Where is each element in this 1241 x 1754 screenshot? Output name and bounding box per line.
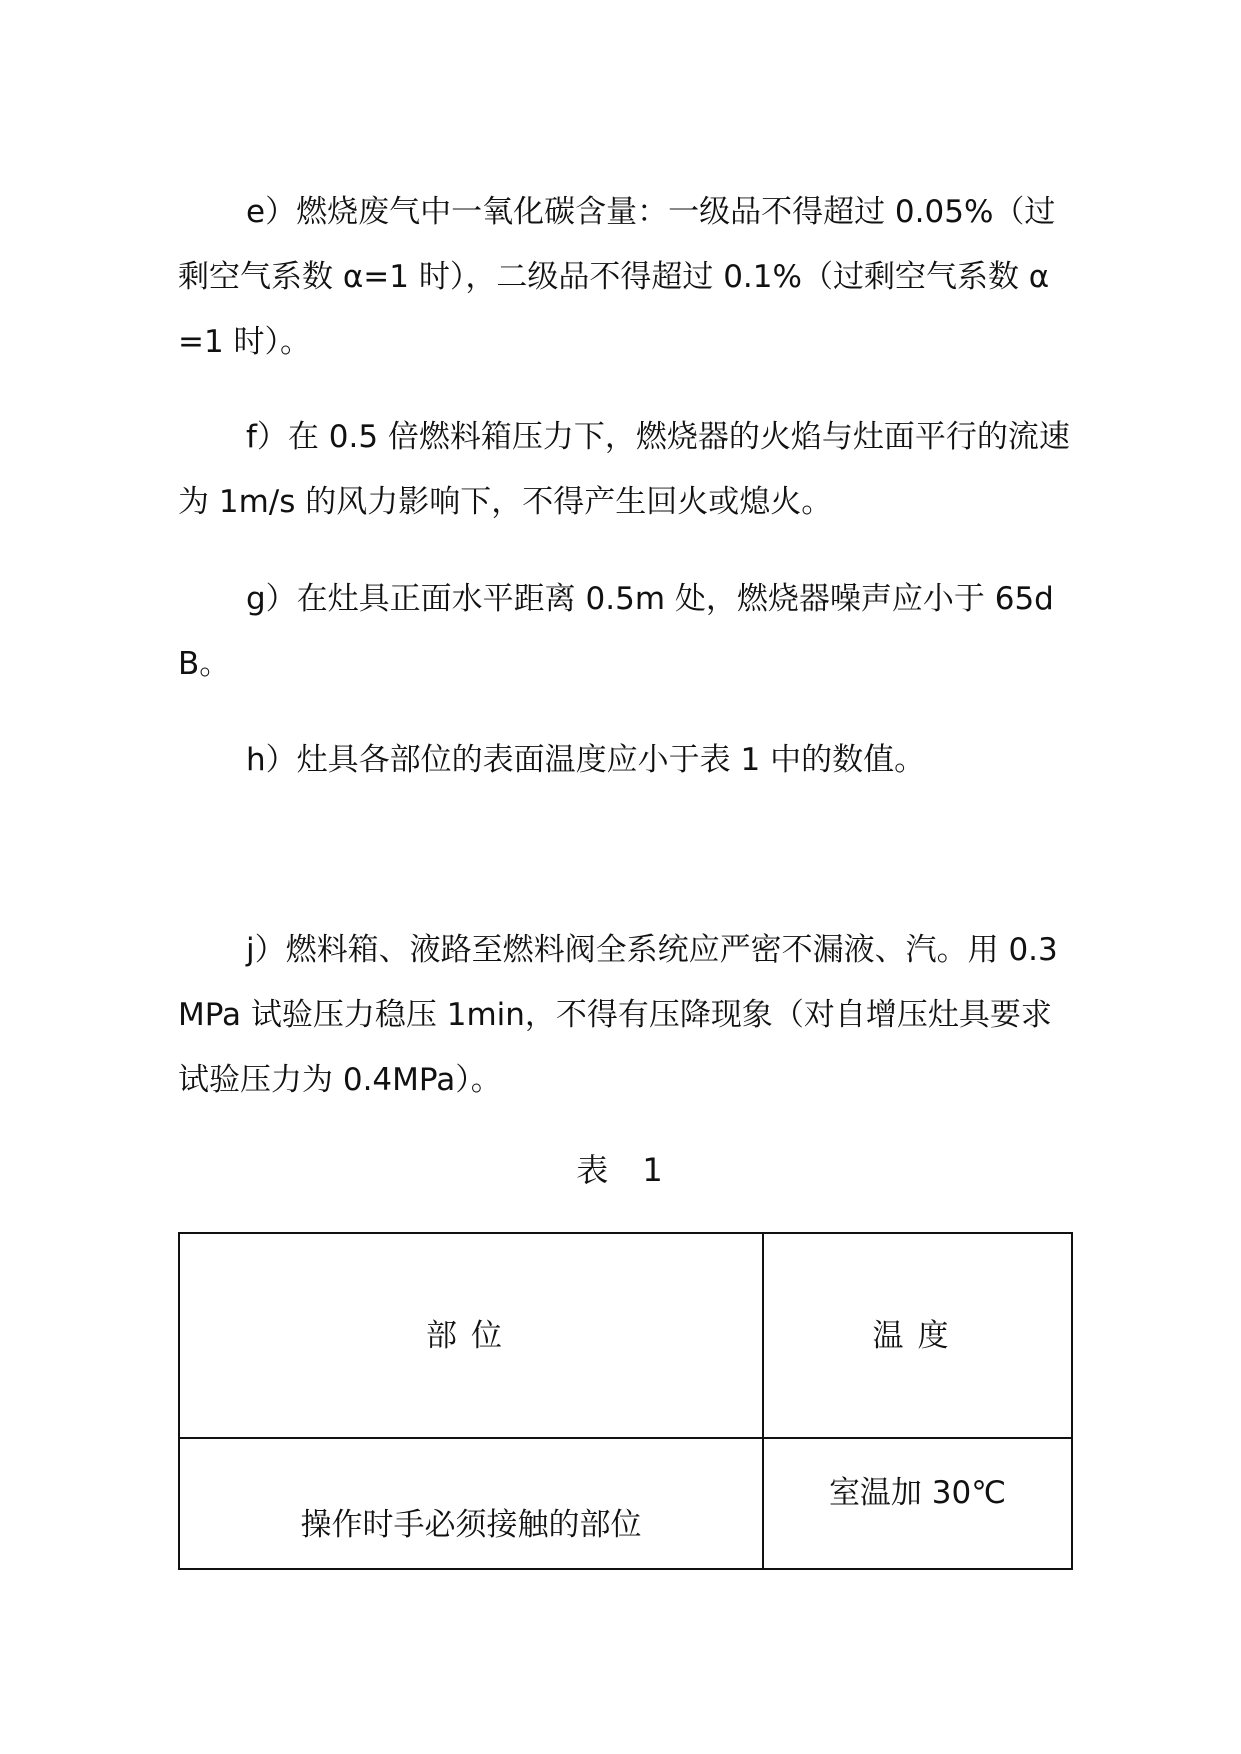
cell-position-text: 操作时手必须接触的部位 [300,1507,642,1543]
temperature-table [178,1232,1073,1570]
paragraph-g: g）在灶具正面水平距离 0.5m 处，燃烧器噪声应小于 65dB。 [178,581,1054,682]
table-header-row [180,1234,1071,1439]
table-caption: 表 1 [576,1151,675,1189]
paragraph-f: f）在 0.5 倍燃料箱压力下，燃烧器的火焰与灶面平行的流速为 1m/s 的风力影响下，不得产生回火或熄火。 [178,419,1070,520]
cell-temperature [764,1439,1071,1570]
paragraph-j: j）燃料箱、液路至燃料阀全系统应严密不漏液、汽。用 0.3MPa 试验压力稳压 1min，不得有压降现象（对自增压灶具要求试验压力为 0.4MPa）。 [178,932,1058,1098]
cell-position [180,1439,764,1570]
header-cell-temperature [764,1234,1071,1437]
header-label-position: 部位 [426,1318,516,1354]
paragraph-h: h）灶具各部位的表面温度应小于表 1 中的数值。 [246,742,926,778]
header-cell-position [180,1234,764,1437]
paragraph-e: e）燃烧废气中一氧化碳含量：一级品不得超过 0.05%（过剩空气系数 α=1 时），二级品不得超过 0.1%（过剩空气系数 α=1 时）。 [178,194,1056,360]
header-label-temperature: 温度 [872,1318,963,1354]
table-row [180,1439,1071,1570]
cell-temperature-text: 室温加 30℃ [828,1475,1007,1511]
